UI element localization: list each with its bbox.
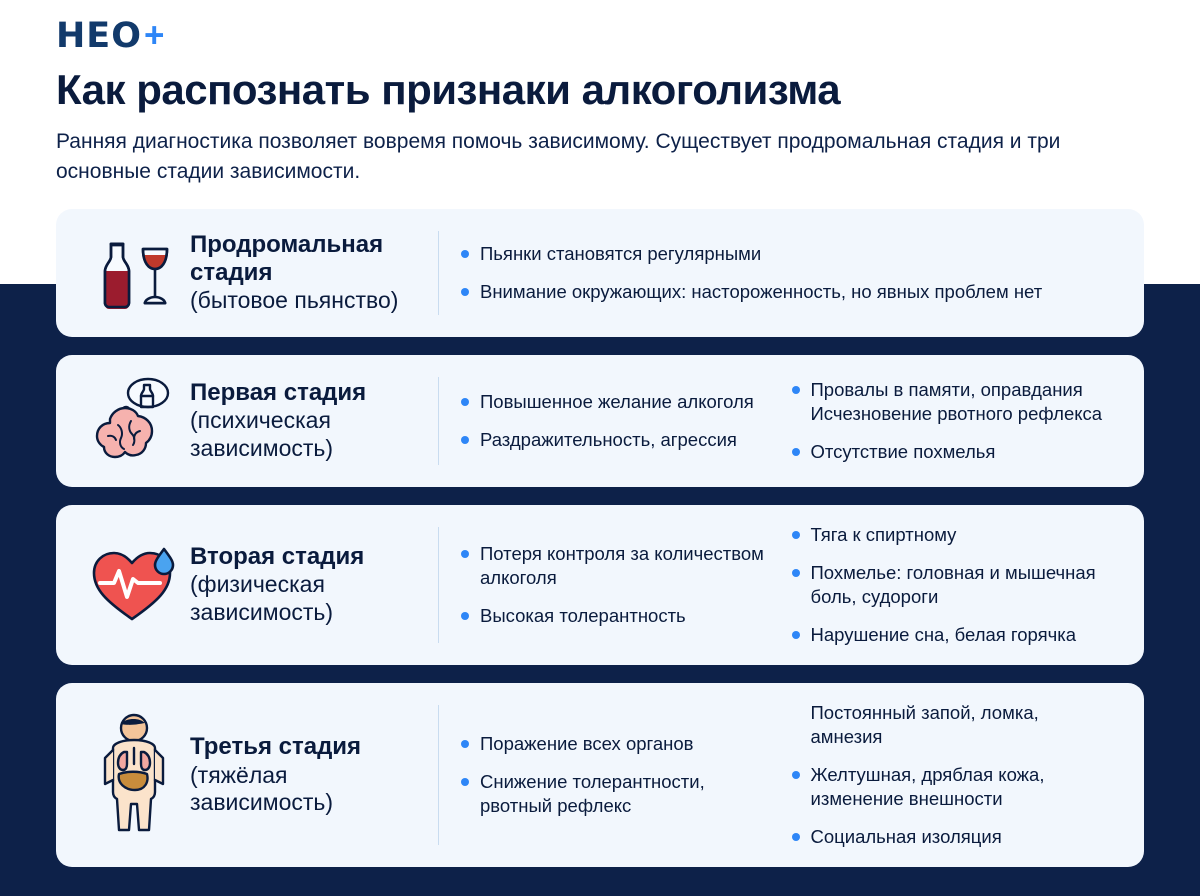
stage-title-soft: (тяжёлая зависимость) xyxy=(190,761,334,816)
list-item-text: Раздражительность, агрессия xyxy=(480,428,737,450)
list-item xyxy=(792,825,1107,849)
list-item-text: Провалы в памяти, оправдания Исчезновение рвотного рефлекса xyxy=(810,378,1103,424)
stage-card xyxy=(56,355,1144,487)
list-item-text: Похмелье: головная и мышечная боль, судороги xyxy=(810,561,1096,607)
bullet-dot-icon xyxy=(461,778,469,786)
bullet-dot-icon xyxy=(461,612,469,620)
brand-logo xyxy=(56,0,1144,54)
list-item-text: Постоянный запой, ломка, амнезия xyxy=(810,701,1039,747)
stage-points-column-1 xyxy=(461,701,792,849)
human-body-organs-icon xyxy=(78,701,190,849)
bullet-dot-icon xyxy=(792,386,800,394)
list-item xyxy=(461,604,776,628)
list-item-text: Высокая толерантность xyxy=(480,604,686,626)
list-item xyxy=(461,732,776,756)
list-item xyxy=(792,763,1107,811)
list-item xyxy=(461,770,776,818)
list-item xyxy=(461,428,776,452)
list-item xyxy=(461,280,1106,304)
bullet-dot-icon xyxy=(461,436,469,444)
stage-points-column-2 xyxy=(792,701,1123,849)
list-item xyxy=(792,561,1107,609)
list-item xyxy=(461,390,776,414)
stage-title-strong: Вторая стадия xyxy=(190,543,365,570)
bullet-dot-icon xyxy=(461,398,469,406)
column-divider xyxy=(438,377,439,465)
list-item-text: Повышенное желание алкоголя xyxy=(480,390,754,412)
list-item xyxy=(461,542,776,590)
stage-points-column-2 xyxy=(792,373,1123,469)
page-subtitle: Ранняя диагностика позволяет вовремя помочь зависимому. Существует продромальная стадия и три основные стадии зависимости. xyxy=(56,130,1061,183)
stage-title-strong: Третья стадия xyxy=(190,733,362,761)
bullet-dot-icon xyxy=(792,531,800,539)
bullet-dot-icon xyxy=(461,550,469,558)
bullet-dot-icon xyxy=(792,569,800,577)
list-item-text: Тяга к спиртному xyxy=(810,523,957,545)
stage-title xyxy=(190,701,438,849)
stage-points-column-1 xyxy=(461,523,792,647)
stage-card xyxy=(56,505,1144,665)
list-item-text: Потеря контроля за количеством алкоголя xyxy=(480,542,764,588)
list-item-text: Отсутствие похмелья xyxy=(810,440,996,462)
bullet-dot-icon xyxy=(461,740,469,748)
bullet-dot-icon xyxy=(792,771,800,779)
bullet-dot-icon xyxy=(792,833,800,841)
list-item xyxy=(792,523,1107,547)
brain-with-thought-bubble-icon xyxy=(78,373,190,469)
column-divider xyxy=(438,705,439,845)
list-item-text: Снижение толерантности, рвотный рефлекс xyxy=(480,770,705,816)
list-item xyxy=(461,242,1106,266)
stage-title-soft: (психическая зависимость) xyxy=(190,407,334,461)
stage-title-strong: Первая стадия xyxy=(190,378,367,406)
page-title: Как распознать признаки алкоголизма xyxy=(56,66,841,113)
stage-card xyxy=(56,209,1144,337)
heart-with-pulse-icon xyxy=(78,523,190,647)
list-item xyxy=(792,623,1107,647)
bullet-spacer xyxy=(792,709,800,717)
stage-points-column-1 xyxy=(461,227,1122,319)
list-item-text: Желтушная, дряблая кожа, изменение внешности xyxy=(810,763,1045,809)
list-item xyxy=(792,701,1107,749)
stage-title xyxy=(190,523,438,647)
bullet-dot-icon xyxy=(792,448,800,456)
list-item-text: Нарушение сна, белая горячка xyxy=(810,623,1077,645)
stage-title-soft: (бытовое пьянство) xyxy=(190,287,399,314)
stage-title xyxy=(190,373,438,469)
brand-plus-icon: + xyxy=(143,16,165,55)
stage-card xyxy=(56,683,1144,867)
bullet-dot-icon xyxy=(461,250,469,258)
brand-name: HEO xyxy=(56,16,142,56)
bullet-dot-icon xyxy=(461,288,469,296)
list-item xyxy=(792,378,1107,426)
list-item-text: Пьянки становятся регулярными xyxy=(480,242,762,264)
list-item-text: Социальная изоляция xyxy=(810,826,1002,848)
list-item-text: Поражение всех органов xyxy=(480,732,694,754)
list-item xyxy=(792,440,1107,464)
stage-title-soft: (физическая зависимость) xyxy=(190,571,334,625)
wine-bottle-and-glass-icon xyxy=(78,227,190,319)
stage-points-column-2 xyxy=(792,523,1123,647)
bullet-dot-icon xyxy=(792,631,800,639)
column-divider xyxy=(438,527,439,643)
stage-title xyxy=(190,227,438,319)
stage-points-column-1 xyxy=(461,373,792,469)
list-item-text: Внимание окружающих: настороженность, но явных проблем нет xyxy=(480,280,1043,302)
stage-title-strong: Продромальная стадия xyxy=(190,230,384,286)
column-divider xyxy=(438,231,439,315)
stage-card-list xyxy=(56,209,1144,867)
